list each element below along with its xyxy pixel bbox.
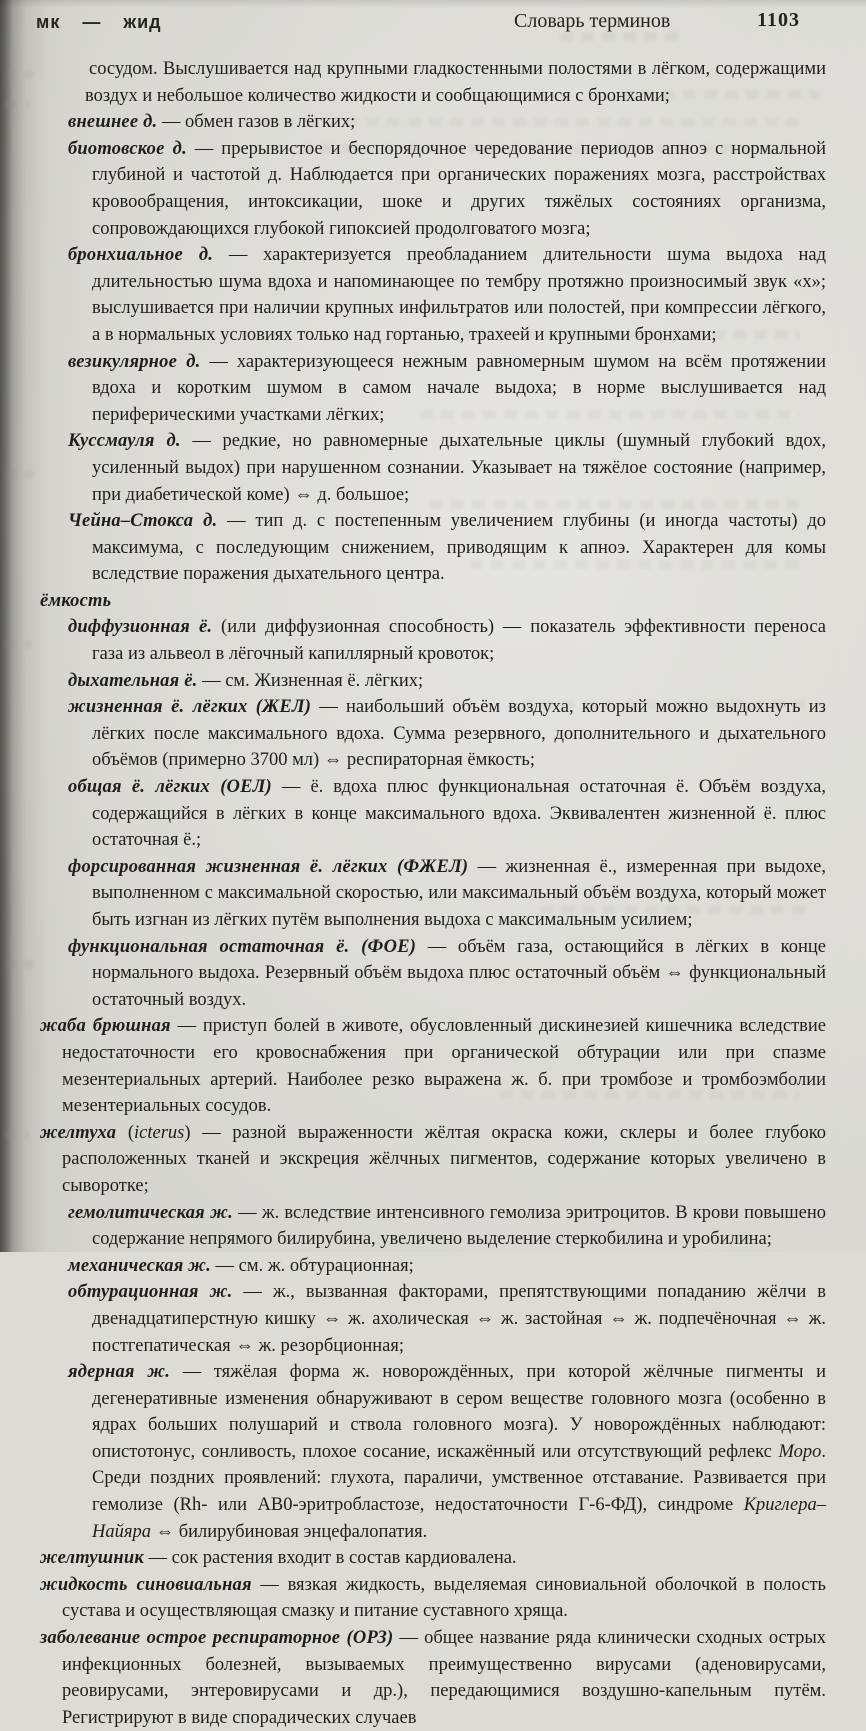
term-text: — см. ж. обтурационная; [210,1255,414,1276]
term-text: — характеризующееся нежным равномерным шумом на всём протяжении вдоха и коротким шумом в самом начале выдоха; в норме выслушивается над периферическими участками лёгких; [92,351,826,425]
term-italic-text: icterus [134,1122,185,1143]
glossary-paragraph [40,508,826,588]
term-headword: Чейна–Стокса д. [68,511,218,532]
term-headword: Куссмауля д. [68,431,181,452]
bleed-through-artifact [4,100,30,109]
page-number: 1103 [757,9,800,31]
term-text: — тип д. с постепенным увеличением глубины (и иногда частоты) до максимума, с последующим снижением, приводящим к апноэ. Характерен для комы вследствие поражения дыхательного центра. [92,511,826,585]
glossary-paragraph [40,56,826,109]
term-text: . Среди поздних проявлений: глухота, параличи, умственное отставание. Развивается при гемолизе (Rh- или АВ0-эритробластозе, недостаточности Г-6-ФД), синдроме [92,1441,826,1516]
term-text: — приступ болей в животе, обусловленный дискинезией кишечника вследствие недостаточности его кровоснабжения при органической обтурации или при спазме мезентериальных артерий. Наиболее резко выражена ж. б. при тромбозе и тромбоэмболии мезентериальных сосудов. [62,1016,826,1117]
term-headword: гемолитическая ж. [68,1202,233,1223]
glossary-paragraph [40,668,826,695]
term-headword: жизненная ё. лёгких (ЖЕЛ) [68,697,312,718]
term-headword: жидкость синовиальная [40,1574,252,1595]
term-text: — ё. вдоха плюс функциональная остаточная ё. Объём воздуха, содержащийся в лёгких в конце максимального вдоха. Эквивалентен жизненной ё. плюс остаточная ё.; [92,777,826,851]
glossary-paragraph [40,1013,826,1119]
glossary-body [40,56,826,1731]
term-text: — тяжёлая форма ж. новорождённых, при которой жёлчные пигменты и дегенеративные изменения обнаруживают в сером веществе головного мозга (особенно в ядрах больших полушарий и ствола головного мозга). У новорождённых наблюдают: опистотонус, сонливость, плохое сосание, искажённый или отсутствующий рефлекс [92,1362,826,1462]
term-text: — общее название ряда клинически сходных острых инфекционных болезней, вызываемых преимущественно вирусами (аденовирусами, реовирусами, энтеровирусами и др.), передающимися воздушно-капельным путём. Регистрируют в виде спорадических случаев [62,1628,827,1728]
term-italic-text: Криглера–Найяра [92,1495,826,1542]
term-headword: диффузионная ё. [68,617,213,638]
glossary-paragraph [40,1625,826,1731]
glossary-paragraph [40,109,826,136]
term-headword: биотовское д. [68,138,187,159]
term-text: — обмен газов в лёгких; [157,112,356,133]
term-text: — сок растения входит в состав кардиовалена. [143,1548,517,1569]
term-headword: желтушник [40,1548,144,1569]
glossary-paragraph [40,694,826,774]
term-text: — объём газа, остающийся в лёгких в конце нормального выдоха. Резервный объём выдоха плюс остаточный объём ⇔ функциональный остаточный воздух. [92,936,826,1010]
term-text: ( [116,1122,135,1143]
term-headword: бронхиальное д. [68,245,214,266]
term-headword: обтурационная ж. [68,1282,233,1303]
glossary-paragraph [40,1545,826,1572]
glossary-paragraph [40,242,826,348]
page-header [36,8,822,40]
glossary-paragraph [40,1120,826,1200]
term-headword: заболевание острое респираторное (ОРЗ) [40,1628,394,1649]
term-headword: ядерная ж. [68,1362,171,1383]
term-headword: ёмкость [40,590,112,611]
term-headword: внешнее д. [68,112,158,133]
glossary-paragraph [40,1279,826,1359]
term-text: — прерывистое и беспорядочное чередование периодов апноэ с нормальной глубиной и частотой д. Наблюдается при органических поражениях мозга, расстройствах кровообращения, интоксикации, шоке и других тяжёлых состояниях организма, сопровождающихся глубокой гипоксией продолговатого мозга; [92,138,826,239]
running-head-title: Словарь терминов [514,10,671,32]
term-text: ) — разной выраженности жёлтая окраска кожи, склеры и более глубоко расположенных тканей и экскреция жёлчных пигментов, содержание которых увеличено в сыворотке; [62,1122,827,1196]
term-headword: дыхательная ё. [68,670,198,691]
term-text: — характеризуется преобладанием длительности шума выдоха над длительностью шума вдоха и напоминающее по тембру протяжно произносимый звук «х»; выслушивается при наличии крупных инфильтратов или полостей, при компрессии лёгкого, а в нормальных условиях только над гортанью, трахеей и крупными бронхами; [92,245,826,345]
glossary-paragraph [40,349,826,429]
glossary-paragraph [40,1200,826,1253]
term-text: (или диффузионная способность) — показатель эффективности переноса газа из альвеол в лёгочный капиллярный кровоток; [92,617,826,665]
term-text: — жизненная ё., измеренная при выдохе, выполненном с максимальной скоростью, или максимальный объём воздуха, который может быть изгнан из лёгких путём выполнения выдоха с максимальным усилием; [92,856,826,930]
running-head-left: мк — жид [36,12,162,32]
term-text: — ж. вследствие интенсивного гемолиза эритроцитов. В крови повышено содержание непрямого билирубина, увеличено выделение стеркобилина и уробилина; [92,1202,827,1250]
glossary-paragraph [40,774,826,854]
term-italic-text: Моро [778,1441,822,1462]
glossary-paragraph [40,136,826,242]
bleed-through-artifact [4,640,32,649]
term-text: — редкие, но равномерные дыхательные циклы (шумный глубокий вдох, усиленный выдох) при нарушенном сознании. Указывает на тяжёлое состояние (например, при диабетической коме) ⇔ д. большое; [92,431,826,505]
glossary-paragraph [40,1572,826,1625]
term-text: ⇔ билирубиновая энцефалопатия. [150,1521,428,1542]
term-text: — см. Жизненная ё. лёгких; [197,670,424,691]
glossary-paragraph [40,934,826,1014]
bleed-through-artifact [4,1130,30,1139]
glossary-paragraph [40,1253,826,1280]
term-headword: функциональная остаточная ё. (ФОЕ) [68,936,417,957]
bleed-through-artifact [4,70,34,79]
term-text: — наибольший объём воздуха, который можно выдохнуть из лёгких после максимального вдоха. Сумма резервного, дополнительного и дыхательного объёмов (примерно 3700 мл) ⇔ респираторная ёмкость; [92,697,826,771]
term-headword: общая ё. лёгких (ОЕЛ) [68,777,272,798]
term-text: — ж., вызванная факторами, препятствующими попаданию жёлчи в двенадцатиперстную кишку ⇔ ж. ахолическая ⇔ ж. застойная ⇔ ж. подпечёночная ⇔ ж. постгепатическая ⇔ ж. резорбционная; [92,1282,827,1356]
glossary-paragraph [40,854,826,934]
term-headword: механическая ж. [68,1255,211,1276]
glossary-paragraph [40,1359,826,1545]
term-headword: форсированная жизненная ё. лёгких (ФЖЕЛ) [68,856,469,877]
glossary-paragraph [40,588,826,615]
term-text: сосудом. Выслушивается над крупными гладкостенными полостями в лёгком, содержащими воздух и небольшое количество жидкости и сообщающимися с бронхами; [85,59,826,106]
bleed-through-artifact [4,470,34,479]
term-headword: везикулярное д. [68,351,201,372]
glossary-paragraph [40,614,826,667]
bleed-through-artifact [4,960,34,969]
term-text: — вязкая жидкость, выделяемая синовиальной оболочкой в полость сустава и осуществляющая смазку и питание суставного хряща. [62,1574,826,1622]
term-headword: желтуха [40,1122,117,1143]
glossary-paragraph [40,428,826,508]
term-headword: жаба брюшная [40,1016,171,1037]
